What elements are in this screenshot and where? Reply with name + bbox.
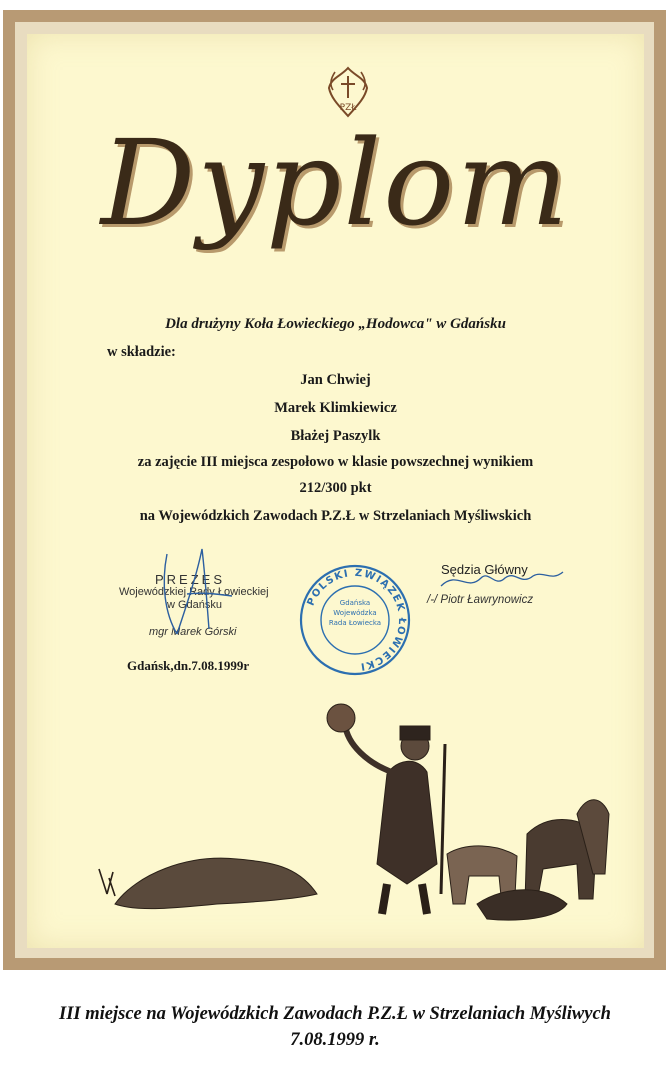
- left-sig-line2: w Gdańsku: [167, 599, 223, 611]
- score: 212/300 pkt: [299, 480, 372, 496]
- pzl-crest-icon: [323, 64, 373, 120]
- official-stamp: [297, 562, 413, 678]
- composition-label: w składzie:: [107, 344, 176, 360]
- left-handwritten-signature: [147, 534, 247, 644]
- place-date: Gdańsk,dn.7.08.1999r: [127, 658, 250, 673]
- stamp-inner-text: Gdańska Wojewódzka Rada Łowiecka: [328, 599, 382, 627]
- dedication-line: Dla drużyny Koła Łowieckiego „Hodowca" w Gdańsku: [165, 316, 506, 332]
- competition-line: na Wojewódzkich Zawodach P.Z.Ł w Strzelaniach Myśliwskich: [139, 508, 532, 524]
- caption-line-1: III miejsce na Wojewódzkich Zawodach P.Z.Ł w Strzelaniach Myśliwych: [59, 1004, 611, 1024]
- hunting-scene-illustration: [97, 664, 617, 934]
- award-text: za zajęcie III miejsca zespołowo w klasie powszechnej wynikiem: [137, 454, 534, 470]
- right-sig-name: /-/ Piotr Ławrynowicz: [427, 594, 534, 606]
- right-sig-title: Sędzia Główny: [441, 562, 528, 577]
- left-sig-name: mgr Marek Górski: [149, 626, 237, 638]
- caption-line-2: 7.08.1999 r.: [290, 1030, 380, 1050]
- member-3: Błażej Paszylk: [290, 428, 381, 444]
- diploma-title: Dyplom: [100, 114, 571, 252]
- crest-letters: PZŁ: [339, 103, 357, 113]
- stamp-outer-text: POLSKI ZWIĄZEK ŁOWIECKI: [305, 567, 408, 672]
- right-handwritten-signature: [437, 566, 567, 596]
- member-2: Marek Klimkiewicz: [274, 400, 397, 416]
- left-sig-line1: Wojewódzkiej Rady Łowieckiej: [119, 586, 269, 598]
- member-1: Jan Chwiej: [300, 372, 371, 388]
- diploma-frame: [3, 10, 666, 970]
- left-sig-title: PREZES: [155, 572, 226, 587]
- diploma-paper: [27, 34, 644, 948]
